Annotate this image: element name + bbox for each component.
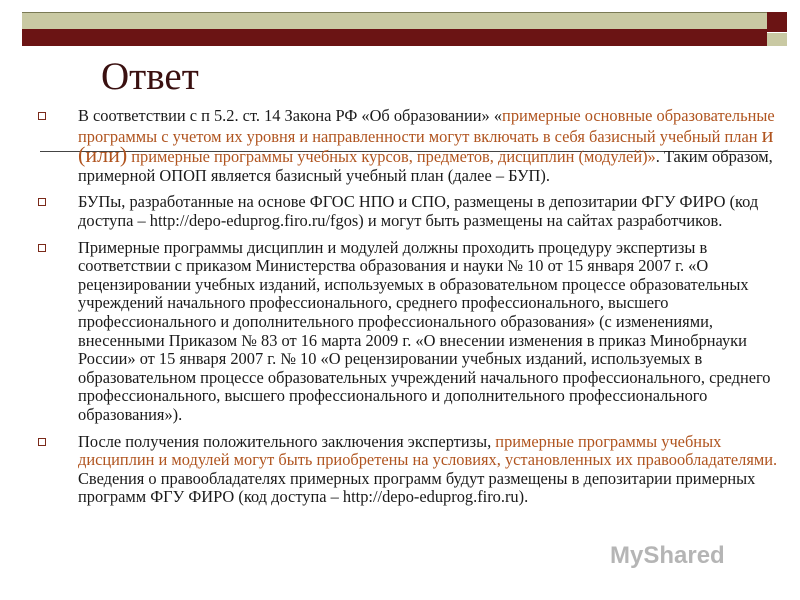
square-bullet-icon [38,198,46,206]
item-text: Примерные программы дисциплин и модулей должны проходить процедуру экспертизы в соответствии с приказом Министерства образования и науки № 10 от 15 января 2007 г. «О рецензировании учебных изданий, используемых в образовательном процессе образовательных учреждений начального профессионального, среднего профессионального, высшего профессионального и дополнительного профессионального образования» (с изменениями, внесенными Приказом № 83 от 16 марта 2009 г. «О внесении изменения в приказ Минобрнауки России» от 15 января 2007 г. № 10 «О рецензировании учебных изданий, используемых в образовательном процессе образовательных учреждений начального профессионального, среднего профессионального, высшего профессионального и дополнительного профессионального образования»). [78,237,771,424]
watermark-logo: MyShared [610,542,725,569]
square-bullet-icon [38,112,46,120]
list-item [38,193,782,230]
list-item [38,433,782,507]
slide-title: Ответ [101,55,199,98]
slide-body [38,107,782,515]
highlight-text-large: и (или) [78,121,774,168]
header-bar [22,29,767,46]
highlight-text: примерные программы учебных курсов, предметов, дисциплин (модулей)» [127,147,656,167]
corner-square [767,12,787,32]
item-text: В соответствии с п 5.2. ст. 14 Закона РФ «Об образовании» « [78,106,503,125]
corner-square-light [767,33,787,46]
list-item [38,107,782,185]
item-text: БУПы, разработанные на основе ФГОС НПО и СПО, размещены в депозитарии ФГУ ФИРО (код доступа – http://depo-eduprog.firo.ru/fgos) и могут быть размещены на сайтах разработчиков. [78,192,759,230]
item-text: Сведения о правообладателях примерных программ будут размещены в депозитарии примерных программ ФГУ ФИРО (код доступа – http://depo-eduprog.firo.ru). [78,468,756,507]
item-text: . Таким образом, примерной ОПОП является базисный учебный план (далее – БУП). [78,147,773,185]
list-item [38,239,782,425]
highlight-text: примерные программы учебных дисциплин и модулей могут быть приобретены на условиях, установленных их правообладателями. [78,431,778,470]
highlight-text: примерные основные образовательные программы с учетом их уровня и направленности могут включать в себя базисный учебный план [78,106,775,146]
header-band [22,12,767,29]
square-bullet-icon [38,244,46,252]
square-bullet-icon [38,438,46,446]
item-text: После получения положительного заключения экспертизы, [78,431,496,451]
